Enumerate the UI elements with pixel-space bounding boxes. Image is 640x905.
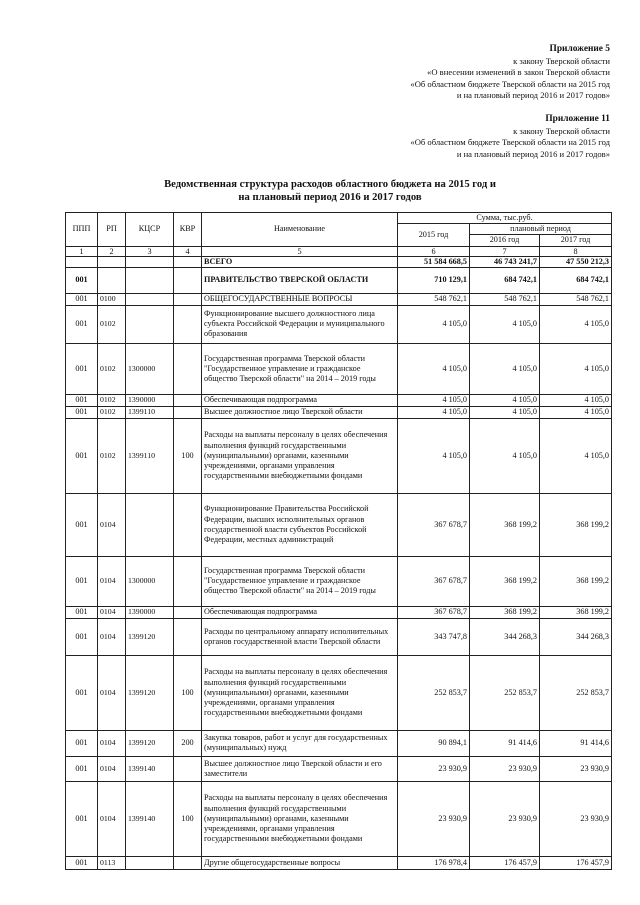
cell-ppp: 001: [66, 730, 98, 756]
table-row: [66, 655, 612, 730]
cell-ppp: 001: [66, 756, 98, 781]
cell-rp: 0113: [98, 856, 126, 869]
cell-2016: 4 105,0: [470, 305, 540, 343]
cell-rp: [98, 267, 126, 293]
cell-2016: 368 199,2: [470, 493, 540, 556]
cell-rp: 0104: [98, 618, 126, 655]
cell-2015: 176 978,4: [398, 856, 470, 869]
column-index: 5: [202, 246, 398, 256]
cell-ppp: 001: [66, 406, 98, 418]
cell-rp: 0104: [98, 730, 126, 756]
cell-2015: 343 747,8: [398, 618, 470, 655]
cell-kvr: [174, 293, 202, 305]
expenditure-table: [65, 212, 612, 870]
cell-name: ВСЕГО: [202, 256, 398, 267]
header-kcsr: КЦСР: [126, 213, 174, 247]
cell-kvr: [174, 267, 202, 293]
cell-kvr: [174, 394, 202, 406]
document-title-line-2: на плановый период 2016 и 2017 годов: [238, 192, 422, 203]
cell-name: Расходы по центральному аппарату исполнительных органов государственной власти Тверской области: [202, 618, 398, 655]
cell-2017: 548 762,1: [540, 293, 612, 305]
column-index: 4: [174, 246, 202, 256]
cell-2015: 4 105,0: [398, 418, 470, 493]
cell-2015: 367 678,7: [398, 556, 470, 606]
document-title-line-1: Ведомственная структура расходов областного бюджета на 2015 год и: [164, 179, 496, 190]
cell-2017: 344 268,3: [540, 618, 612, 655]
header-2015: 2015 год: [398, 224, 470, 246]
column-index: 8: [540, 246, 612, 256]
cell-ppp: 001: [66, 856, 98, 869]
cell-2017: 368 199,2: [540, 556, 612, 606]
cell-kcsr: 1399110: [126, 418, 174, 493]
column-index-row: [66, 246, 612, 256]
cell-kcsr: 1390000: [126, 394, 174, 406]
header-ppp: ППП: [66, 213, 98, 247]
header-name: Наименование: [202, 213, 398, 247]
cell-2017: 176 457,9: [540, 856, 612, 869]
cell-ppp: 001: [66, 267, 98, 293]
cell-name: ПРАВИТЕЛЬСТВО ТВЕРСКОЙ ОБЛАСТИ: [202, 267, 398, 293]
cell-rp: 0102: [98, 418, 126, 493]
cell-ppp: 001: [66, 618, 98, 655]
cell-2017: 4 105,0: [540, 343, 612, 394]
table-row: [66, 343, 612, 394]
cell-kcsr: [126, 267, 174, 293]
header-kvr: КВР: [174, 213, 202, 247]
cell-2015: 710 129,1: [398, 267, 470, 293]
cell-2016: 548 762,1: [470, 293, 540, 305]
cell-kvr: [174, 756, 202, 781]
table-row: [66, 781, 612, 856]
cell-2016: 684 742,1: [470, 267, 540, 293]
cell-2017: 368 199,2: [540, 606, 612, 618]
cell-2017: 91 414,6: [540, 730, 612, 756]
cell-rp: 0102: [98, 406, 126, 418]
header-2016: 2016 год: [470, 235, 540, 246]
cell-2017: 4 105,0: [540, 305, 612, 343]
cell-name: ОБЩЕГОСУДАРСТВЕННЫЕ ВОПРОСЫ: [202, 293, 398, 305]
table-row: [66, 606, 612, 618]
cell-2017: 368 199,2: [540, 493, 612, 556]
cell-2016: 4 105,0: [470, 406, 540, 418]
cell-ppp: 001: [66, 781, 98, 856]
cell-2016: 252 853,7: [470, 655, 540, 730]
cell-rp: 0102: [98, 394, 126, 406]
document-title: [0, 178, 640, 204]
cell-name: Обеспечивающая подпрограмма: [202, 394, 398, 406]
cell-rp: 0104: [98, 655, 126, 730]
cell-kvr: 100: [174, 781, 202, 856]
cell-2016: 176 457,9: [470, 856, 540, 869]
appendix-5-header: [410, 44, 610, 102]
cell-kvr: [174, 618, 202, 655]
cell-2017: 252 853,7: [540, 655, 612, 730]
cell-kcsr: 1399120: [126, 655, 174, 730]
cell-rp: 0102: [98, 343, 126, 394]
appendix-5-title: Приложение 5: [549, 44, 610, 54]
cell-kvr: [174, 856, 202, 869]
cell-2015: 23 930,9: [398, 781, 470, 856]
table-row: [66, 394, 612, 406]
cell-kcsr: 1300000: [126, 343, 174, 394]
cell-name: Высшее должностное лицо Тверской области и его заместители: [202, 756, 398, 781]
cell-2016: 344 268,3: [470, 618, 540, 655]
cell-kvr: [174, 343, 202, 394]
cell-2016: 46 743 241,7: [470, 256, 540, 267]
column-index: 3: [126, 246, 174, 256]
cell-rp: 0100: [98, 293, 126, 305]
cell-2016: 368 199,2: [470, 556, 540, 606]
cell-kcsr: 1399140: [126, 781, 174, 856]
appendix-5-line: и на плановый период 2016 и 2017 годов»: [456, 90, 610, 101]
cell-kvr: [174, 493, 202, 556]
header-sum: Сумма, тыс.руб.: [398, 213, 612, 224]
cell-kcsr: 1399120: [126, 730, 174, 756]
cell-2016: 4 105,0: [470, 343, 540, 394]
cell-kvr: 100: [174, 655, 202, 730]
cell-2015: 4 105,0: [398, 305, 470, 343]
cell-ppp: 001: [66, 655, 98, 730]
cell-name: Функционирование Правительства Российской Федерации, высших исполнительных органов государственной власти субъектов Российской Федерации, местных администраций: [202, 493, 398, 556]
cell-kvr: [174, 556, 202, 606]
cell-2017: 4 105,0: [540, 418, 612, 493]
cell-2017: 23 930,9: [540, 756, 612, 781]
cell-kcsr: 1300000: [126, 556, 174, 606]
cell-name: Обеспечивающая подпрограмма: [202, 606, 398, 618]
cell-2015: 90 894,1: [398, 730, 470, 756]
cell-kvr: [174, 406, 202, 418]
cell-name: Закупка товаров, работ и услуг для государственных (муниципальных) нужд: [202, 730, 398, 756]
table-row: [66, 267, 612, 293]
cell-kvr: [174, 305, 202, 343]
cell-kcsr: [126, 256, 174, 267]
cell-2016: 4 105,0: [470, 394, 540, 406]
cell-rp: 0104: [98, 606, 126, 618]
cell-2015: 4 105,0: [398, 343, 470, 394]
table-row: [66, 305, 612, 343]
table-row: [66, 493, 612, 556]
cell-ppp: 001: [66, 418, 98, 493]
cell-kvr: [174, 256, 202, 267]
appendix-11-line: к закону Тверской области: [513, 125, 610, 136]
table-row: [66, 556, 612, 606]
appendix-5-line: «О внесении изменений в закон Тверской области: [427, 67, 610, 78]
cell-2015: 367 678,7: [398, 606, 470, 618]
cell-rp: 0104: [98, 493, 126, 556]
column-index: 1: [66, 246, 98, 256]
cell-kvr: 100: [174, 418, 202, 493]
cell-name: Расходы на выплаты персоналу в целях обеспечения выполнения функций государственными (муниципальными) органами, казенными учреждениями, органами управления государственными внебюджетными фондами: [202, 781, 398, 856]
table-row: [66, 730, 612, 756]
cell-ppp: [66, 256, 98, 267]
table-row: [66, 856, 612, 869]
cell-kvr: [174, 606, 202, 618]
cell-ppp: 001: [66, 556, 98, 606]
cell-kcsr: [126, 493, 174, 556]
column-index: 2: [98, 246, 126, 256]
cell-2015: 4 105,0: [398, 394, 470, 406]
table-row: [66, 418, 612, 493]
cell-rp: [98, 256, 126, 267]
appendix-5-line: «Об областном бюджете Тверской области на 2015 год: [410, 78, 610, 89]
cell-2017: 684 742,1: [540, 267, 612, 293]
cell-2015: 548 762,1: [398, 293, 470, 305]
table-row: [66, 256, 612, 267]
cell-2016: 4 105,0: [470, 418, 540, 493]
cell-2017: 4 105,0: [540, 406, 612, 418]
header-planned-period: плановый период: [470, 224, 612, 235]
header-2017: 2017 год: [540, 235, 612, 246]
cell-ppp: 001: [66, 394, 98, 406]
cell-ppp: 001: [66, 493, 98, 556]
column-index: 7: [470, 246, 540, 256]
cell-ppp: 001: [66, 293, 98, 305]
cell-2015: 367 678,7: [398, 493, 470, 556]
appendix-5-line: к закону Тверской области: [513, 55, 610, 66]
table-row: [66, 293, 612, 305]
cell-name: Другие общегосударственные вопросы: [202, 856, 398, 869]
cell-name: Государственная программа Тверской области "Государственное управление и гражданское общество Тверской области" на 2014 – 2019 годы: [202, 556, 398, 606]
cell-ppp: 001: [66, 305, 98, 343]
cell-rp: 0104: [98, 756, 126, 781]
cell-2015: 23 930,9: [398, 756, 470, 781]
table-row: [66, 618, 612, 655]
cell-kcsr: 1399120: [126, 618, 174, 655]
cell-2016: 23 930,9: [470, 756, 540, 781]
cell-name: Высшее должностное лицо Тверской области: [202, 406, 398, 418]
cell-2015: 4 105,0: [398, 406, 470, 418]
cell-kcsr: [126, 293, 174, 305]
cell-2016: 368 199,2: [470, 606, 540, 618]
table-row: [66, 756, 612, 781]
appendix-11-line: и на плановый период 2016 и 2017 годов»: [456, 148, 610, 159]
cell-2017: 4 105,0: [540, 394, 612, 406]
appendix-11-header: [410, 114, 610, 160]
cell-kcsr: 1390000: [126, 606, 174, 618]
appendix-11-title: Приложение 11: [545, 114, 610, 124]
cell-ppp: 001: [66, 343, 98, 394]
cell-name: Расходы на выплаты персоналу в целях обеспечения выполнения функций государственными (муниципальными) органами, казенными учреждениями, органами управления государственными внебюджетными фондами: [202, 655, 398, 730]
cell-kvr: 200: [174, 730, 202, 756]
column-index: 6: [398, 246, 470, 256]
cell-name: Расходы на выплаты персоналу в целях обеспечения выполнения функций государственными (муниципальными) органами, казенными учреждениями, органами управления государственными внебюджетными фондами: [202, 418, 398, 493]
cell-kcsr: 1399110: [126, 406, 174, 418]
cell-kcsr: [126, 305, 174, 343]
cell-2017: 23 930,9: [540, 781, 612, 856]
cell-2016: 23 930,9: [470, 781, 540, 856]
cell-2015: 252 853,7: [398, 655, 470, 730]
cell-ppp: 001: [66, 606, 98, 618]
table-row: [66, 406, 612, 418]
cell-name: Государственная программа Тверской области "Государственное управление и гражданское общество Тверской области" на 2014 – 2019 годы: [202, 343, 398, 394]
cell-2016: 91 414,6: [470, 730, 540, 756]
cell-name: Функционирование высшего должностного лица субъекта Российской Федерации и муниципального образования: [202, 305, 398, 343]
header-rp: РП: [98, 213, 126, 247]
cell-rp: 0102: [98, 305, 126, 343]
cell-2017: 47 550 212,3: [540, 256, 612, 267]
appendix-11-line: «Об областном бюджете Тверской области на 2015 год: [410, 137, 610, 148]
cell-rp: 0104: [98, 556, 126, 606]
cell-2015: 51 584 668,5: [398, 256, 470, 267]
cell-kcsr: 1399140: [126, 756, 174, 781]
cell-kcsr: [126, 856, 174, 869]
cell-rp: 0104: [98, 781, 126, 856]
